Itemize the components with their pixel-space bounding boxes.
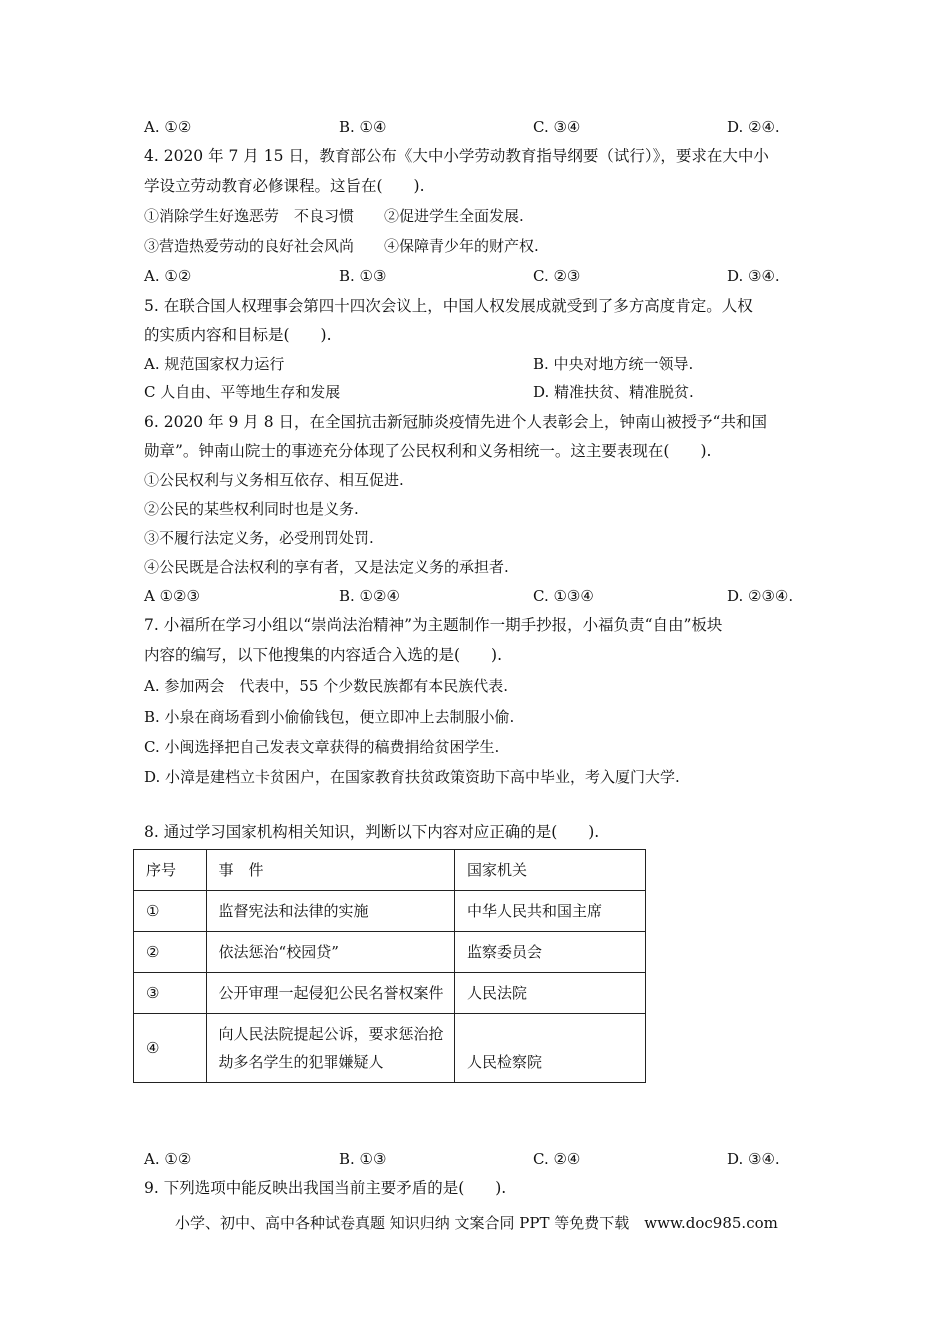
q8-stem: 8. 通过学习国家机构相关知识，判断以下内容对应正确的是( ). (144, 823, 600, 841)
table-cell: 中华人民共和国主席 (455, 891, 646, 932)
q7-stem-line2: 内容的编写，以下他搜集的内容适合入选的是( ). (144, 646, 503, 664)
table-cell: 向人民法院提起公诉，要求惩治抢劫多名学生的犯罪嫌疑人 (206, 1014, 454, 1083)
q3-option-a: A. ①② (144, 118, 192, 136)
q8-option-a: A. ①② (144, 1150, 192, 1168)
q6-option-b: B. ①②④ (339, 587, 400, 605)
q6-statement-3: ③不履行法定义务，必受刑罚处罚. (144, 529, 374, 547)
q6-statement-4: ④公民既是合法权利的享有者，又是法定义务的承担者. (144, 558, 509, 576)
q5-stem-line2: 的实质内容和目标是( ). (144, 326, 332, 344)
table-header-cell: 国家机关 (455, 850, 646, 891)
q6-statement-2: ②公民的某些权利同时也是义务. (144, 500, 359, 518)
q7-stem-line1: 7. 小福所在学习小组以“崇尚法治精神”为主题制作一期手抄报，小福负责“自由”板块 (144, 616, 723, 634)
q4-option-c: C. ②③ (533, 267, 581, 285)
q4-option-d: D. ③④. (727, 267, 780, 285)
q4-stem-line2: 学设立劳动教育必修课程。这旨在( ). (144, 177, 425, 195)
q8-option-c: C. ②④ (533, 1150, 581, 1168)
q5-stem-line1: 5. 在联合国人权理事会第四十四次会议上，中国人权发展成就受到了多方高度肯定。人权 (144, 297, 753, 315)
q5-option-b: B. 中央对地方统一领导. (533, 355, 694, 373)
q3-option-d: D. ②④. (727, 118, 780, 136)
q6-stem-line2: 勋章”。钟南山院士的事迹充分体现了公民权利和义务相统一。这主要表现在( ). (144, 442, 712, 460)
q6-option-c: C. ①③④ (533, 587, 594, 605)
table-row (134, 973, 646, 1014)
q6-statement-1: ①公民权利与义务相互依存、相互促进. (144, 471, 404, 489)
q3-option-c: C. ③④ (533, 118, 581, 136)
table-cell: ③ (134, 973, 207, 1014)
table-row (134, 932, 646, 973)
q5-option-d: D. 精准扶贫、精准脱贫. (533, 383, 694, 401)
q8-option-d: D. ③④. (727, 1150, 780, 1168)
table-cell: 监察委员会 (455, 932, 646, 973)
table-cell: 依法惩治“校园贷” (206, 932, 454, 973)
page-footer: 小学、初中、高中各种试卷真题 知识归纳 文案合同 PPT 等免费下载 www.doc985.com (175, 1214, 778, 1232)
q9-stem: 9. 下列选项中能反映出我国当前主要矛盾的是( ). (144, 1179, 507, 1197)
q6-option-d: D. ②③④. (727, 587, 794, 605)
q4-option-a: A. ①② (144, 267, 192, 285)
table-cell: 人民检察院 (455, 1014, 646, 1083)
q5-option-c: C 人自由、平等地生存和发展 (144, 383, 341, 401)
table-header-cell: 事 件 (206, 850, 454, 891)
table-cell: 公开审理一起侵犯公民名誉权案件 (206, 973, 454, 1014)
q5-option-a: A. 规范国家权力运行 (144, 355, 285, 373)
q4-statement-2: ③营造热爱劳动的良好社会风尚 ④保障青少年的财产权. (144, 237, 539, 255)
q6-option-a: A ①②③ (144, 587, 200, 605)
table-cell: 监督宪法和法律的实施 (206, 891, 454, 932)
q4-stem-line1: 4. 2020 年 7 月 15 日，教育部公布《大中小学劳动教育指导纲要（试行）》，要求在大中小 (144, 147, 769, 165)
table-row (134, 1014, 646, 1083)
q7-option-c: C. 小闽选择把自己发表文章获得的稿费捐给贫困学生. (144, 738, 500, 756)
q7-option-d: D. 小漳是建档立卡贫困户，在国家教育扶贫政策资助下高中毕业，考入厦门大学. (144, 768, 680, 786)
q7-option-b: B. 小泉在商场看到小偷偷钱包，便立即冲上去制服小偷. (144, 708, 515, 726)
q4-statement-1: ①消除学生好逸恶劳 不良习惯 ②促进学生全面发展. (144, 207, 524, 225)
q6-stem-line1: 6. 2020 年 9 月 8 日，在全国抗击新冠肺炎疫情先进个人表彰会上，钟南山被授予“共和国 (144, 413, 767, 431)
table-cell: ② (134, 932, 207, 973)
q8-option-b: B. ①③ (339, 1150, 387, 1168)
q3-option-b: B. ①④ (339, 118, 387, 136)
table-cell: ④ (134, 1014, 207, 1083)
table-header-row (134, 850, 646, 891)
q4-option-b: B. ①③ (339, 267, 387, 285)
table-cell: ① (134, 891, 207, 932)
q8-table (133, 849, 646, 1083)
table-cell: 人民法院 (455, 973, 646, 1014)
table-header-cell: 序号 (134, 850, 207, 891)
table-row (134, 891, 646, 932)
q7-option-a: A. 参加两会 代表中，55 个少数民族都有本民族代表. (144, 677, 508, 695)
